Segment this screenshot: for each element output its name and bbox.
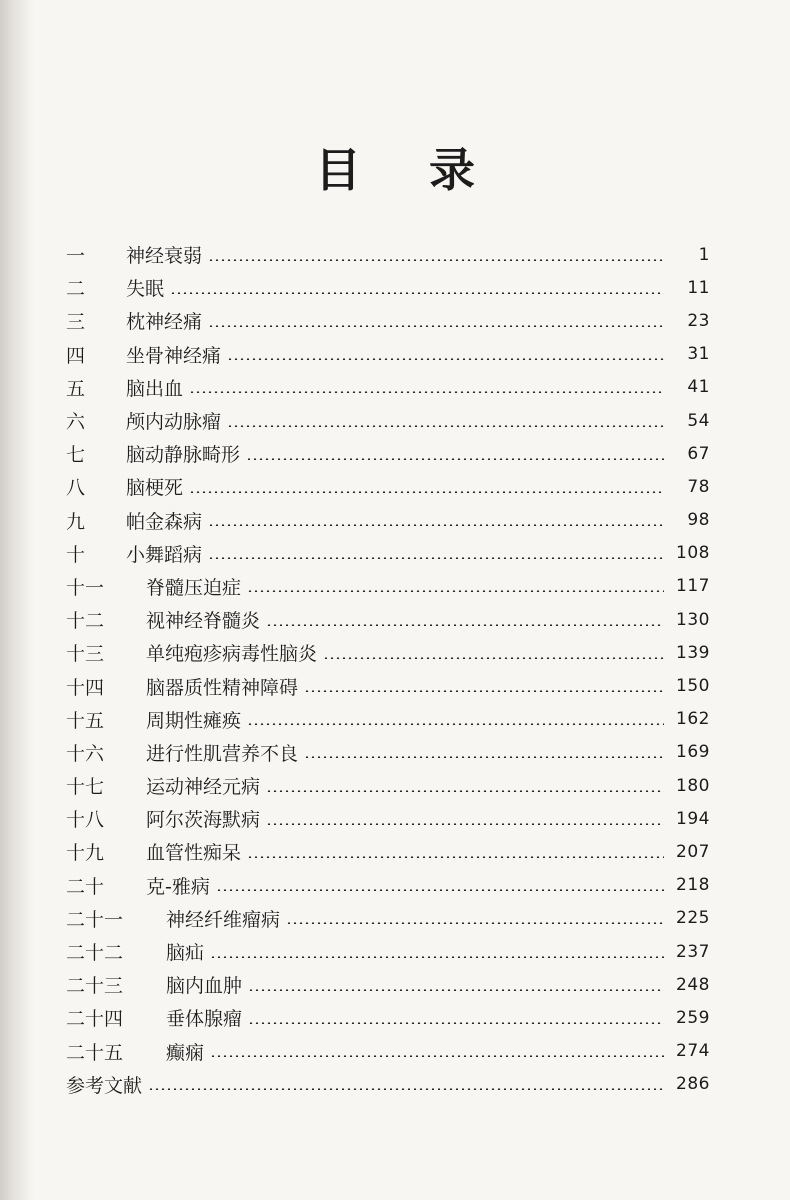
toc-entry (66, 1035, 710, 1068)
page-number: 237 (676, 941, 710, 962)
page-number: 67 (687, 443, 710, 464)
dot-leader (208, 524, 664, 526)
chapter-title: 单纯疱疹病毒性脑炎 (146, 643, 318, 666)
chapter-number: 一 (66, 245, 86, 268)
toc-entry (66, 636, 710, 669)
dot-leader (248, 989, 664, 991)
chapter-number: 二十 (66, 875, 105, 898)
toc-entry (66, 1001, 710, 1034)
chapter-title: 进行性肌营养不良 (146, 742, 299, 765)
toc-entry (66, 802, 710, 835)
chapter-number: 二十一 (66, 908, 124, 931)
page-number: 274 (676, 1041, 710, 1062)
chapter-title: 坐骨神经痛 (126, 344, 222, 367)
page-number: 130 (676, 609, 710, 630)
chapter-number: 九 (66, 510, 86, 533)
toc-entry (66, 470, 710, 503)
chapter-title: 失眠 (126, 278, 165, 301)
toc-entry (66, 669, 710, 702)
dot-leader (189, 491, 664, 493)
dot-leader (304, 690, 664, 692)
chapter-title: 神经纤维瘤病 (166, 908, 281, 931)
chapter-number: 八 (66, 477, 86, 500)
chapter-title: 脑出血 (126, 377, 184, 400)
dot-leader (208, 557, 664, 559)
chapter-number: 四 (66, 344, 86, 367)
toc-entry (66, 869, 710, 902)
toc-entry (66, 769, 710, 802)
page-number: 169 (676, 742, 710, 763)
toc-entry (66, 968, 710, 1001)
chapter-title: 帕金森病 (126, 510, 203, 533)
chapter-title: 阿尔茨海默病 (146, 809, 261, 832)
chapter-number: 二 (66, 278, 86, 301)
toc-entry (66, 703, 710, 736)
chapter-number: 十 (66, 543, 86, 566)
dot-leader (170, 292, 664, 294)
toc-entry (66, 736, 710, 769)
chapter-number: 二十四 (66, 1008, 124, 1031)
toc-entry (66, 437, 710, 470)
toc-entry (66, 238, 710, 271)
toc-entry (66, 371, 710, 404)
dot-leader (266, 790, 664, 792)
page-number: 41 (687, 377, 710, 398)
references-title: 参考文献 (66, 1074, 143, 1097)
chapter-number: 六 (66, 411, 86, 434)
chapter-number: 十九 (66, 842, 105, 865)
dot-leader (304, 756, 664, 758)
chapter-title: 血管性痴呆 (146, 842, 242, 865)
dot-leader (286, 922, 664, 924)
page-number: 207 (676, 841, 710, 862)
toc-entry (66, 338, 710, 371)
page-number: 1 (698, 244, 710, 265)
chapter-title: 脑内血肿 (166, 975, 243, 998)
chapter-title: 脑梗死 (126, 477, 184, 500)
page-number: 78 (687, 476, 710, 497)
dot-leader (210, 1055, 664, 1057)
page-number: 23 (687, 310, 710, 331)
page-number: 31 (687, 344, 710, 365)
dot-leader (210, 956, 664, 958)
chapter-title: 脑动静脉畸形 (126, 444, 241, 467)
chapter-title: 癫痫 (166, 1041, 205, 1064)
page-number: 139 (676, 642, 710, 663)
toc-entry (66, 271, 710, 304)
chapter-number: 三 (66, 311, 86, 334)
dot-leader (227, 358, 664, 360)
page-number: 259 (676, 1007, 710, 1028)
page-number: 11 (687, 277, 710, 298)
chapter-number: 十四 (66, 676, 105, 699)
chapter-number: 二十三 (66, 975, 124, 998)
chapter-title: 神经衰弱 (126, 245, 203, 268)
dot-leader (208, 259, 664, 261)
dot-leader (247, 590, 664, 592)
chapter-title: 颅内动脉瘤 (126, 411, 222, 434)
page-number: 108 (676, 543, 710, 564)
chapter-title: 克-雅病 (146, 875, 210, 898)
chapter-title: 脑器质性精神障碍 (146, 676, 299, 699)
page-number: 218 (676, 875, 710, 896)
dot-leader (247, 856, 664, 858)
chapter-title: 枕神经痛 (126, 311, 203, 334)
dot-leader (266, 823, 664, 825)
chapter-number: 十七 (66, 776, 105, 799)
chapter-number: 五 (66, 377, 86, 400)
toc-entry (66, 537, 710, 570)
chapter-title: 周期性瘫痪 (146, 709, 242, 732)
page-number: 54 (687, 410, 710, 431)
table-of-contents (66, 238, 710, 1101)
page-number: 225 (676, 908, 710, 929)
chapter-title: 垂体腺瘤 (166, 1008, 243, 1031)
toc-entry (66, 902, 710, 935)
page-number: 117 (676, 576, 710, 597)
dot-leader (208, 325, 664, 327)
chapter-number: 二十二 (66, 942, 124, 965)
toc-entry (66, 603, 710, 636)
toc-entry (66, 304, 710, 337)
dot-leader (248, 1022, 664, 1024)
chapter-title: 视神经脊髓炎 (146, 610, 261, 633)
dot-leader (323, 657, 664, 659)
page-number: 150 (676, 676, 710, 697)
page-number: 248 (676, 974, 710, 995)
dot-leader (266, 624, 664, 626)
chapter-number: 二十五 (66, 1041, 124, 1064)
toc-entry (66, 935, 710, 968)
toc-entry-references (66, 1068, 710, 1101)
chapter-number: 十五 (66, 709, 105, 732)
dot-leader (148, 1088, 664, 1090)
dot-leader (189, 391, 664, 393)
page-number: 286 (676, 1074, 710, 1095)
chapter-title: 运动神经元病 (146, 776, 261, 799)
toc-entry (66, 404, 710, 437)
toc-entry (66, 504, 710, 537)
chapter-title: 脊髓压迫症 (146, 576, 242, 599)
dot-leader (227, 425, 664, 427)
toc-entry (66, 570, 710, 603)
page-number: 98 (687, 510, 710, 531)
page-title: 目 录 (314, 143, 501, 197)
page-number: 162 (676, 709, 710, 730)
toc-entry (66, 835, 710, 868)
chapter-title: 脑疝 (166, 942, 205, 965)
chapter-number: 十八 (66, 809, 105, 832)
page-number: 194 (676, 808, 710, 829)
page-number: 180 (676, 775, 710, 796)
chapter-number: 七 (66, 444, 86, 467)
chapter-number: 十三 (66, 643, 105, 666)
dot-leader (216, 889, 664, 891)
chapter-number: 十二 (66, 610, 105, 633)
chapter-number: 十六 (66, 742, 105, 765)
dot-leader (247, 723, 664, 725)
chapter-title: 小舞蹈病 (126, 543, 203, 566)
dot-leader (246, 458, 664, 460)
chapter-number: 十一 (66, 576, 105, 599)
